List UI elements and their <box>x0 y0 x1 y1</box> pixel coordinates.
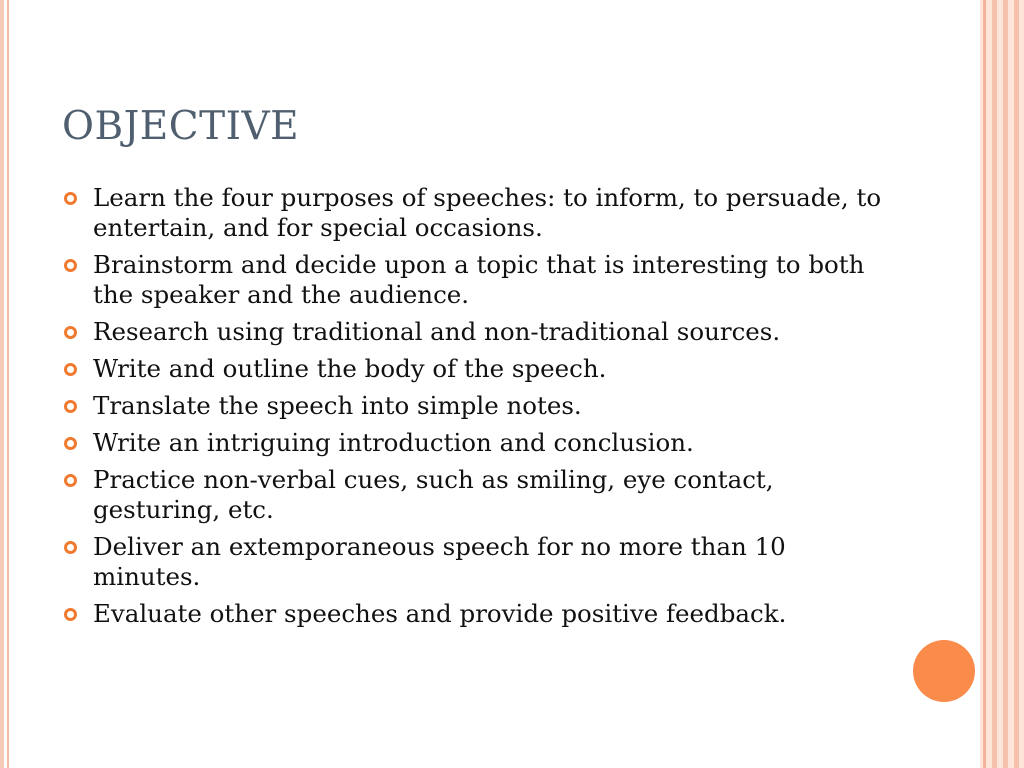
bullet-list <box>62 183 892 636</box>
slide-title: OBJECTIVE <box>62 104 300 149</box>
bullet-circle-icon <box>64 608 77 621</box>
bullet-text: Write an intriguing introduction and conclusion. <box>93 428 694 457</box>
bullet-text: Evaluate other speeches and provide positive feedback. <box>93 599 787 628</box>
bullet-circle-icon <box>64 541 77 554</box>
bullet-circle-icon <box>64 326 77 339</box>
bullet-circle-icon <box>64 474 77 487</box>
bullet-text: Learn the four purposes of speeches: to inform, to persuade, to entertain, and for special occasions. <box>93 183 882 242</box>
right-border-stripe <box>1014 0 1019 768</box>
bullet-text: Research using traditional and non-traditional sources. <box>93 317 781 346</box>
bullet-circle-icon <box>64 437 77 450</box>
bullet-item <box>62 391 892 421</box>
bullet-circle-icon <box>64 400 77 413</box>
bullet-item <box>62 599 892 629</box>
bullet-item <box>62 317 892 347</box>
bullet-item <box>62 428 892 458</box>
bullet-item <box>62 532 892 592</box>
bullet-circle-icon <box>64 192 77 205</box>
bullet-text: Translate the speech into simple notes. <box>93 391 582 420</box>
right-border-stripe <box>1003 0 1008 768</box>
right-border-stripe <box>983 0 986 768</box>
bullet-item <box>62 250 892 310</box>
bullet-text: Brainstorm and decide upon a topic that is interesting to both the speaker and the audience. <box>93 250 865 309</box>
right-border-stripe <box>992 0 997 768</box>
bullet-item <box>62 183 892 243</box>
bullet-item <box>62 354 892 384</box>
bullet-text: Deliver an extemporaneous speech for no more than 10 minutes. <box>93 532 786 591</box>
bullet-item <box>62 465 892 525</box>
bullet-circle-icon <box>64 259 77 272</box>
left-border-stripe <box>7 0 9 768</box>
accent-circle <box>913 640 975 702</box>
bullet-text: Write and outline the body of the speech. <box>93 354 607 383</box>
bullet-text: Practice non-verbal cues, such as smiling, eye contact, gesturing, etc. <box>93 465 774 524</box>
bullet-circle-icon <box>64 363 77 376</box>
left-border-stripe <box>0 0 4 768</box>
